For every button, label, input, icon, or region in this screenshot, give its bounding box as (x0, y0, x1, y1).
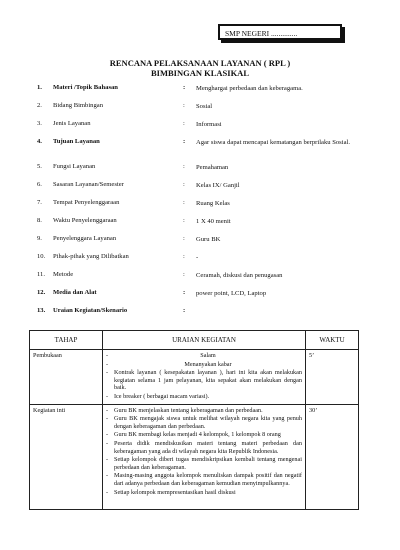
activity-item (106, 472, 302, 487)
activity-text: Peserta didik mendiskusikan materi tentang materi perbedaan dan keberagaman yang ada di wilayah negara kita Republik Indonesia. (114, 439, 302, 455)
info-colon: : (183, 289, 186, 296)
info-label: Metode (53, 271, 74, 278)
tahap-cell: Kegiatan inti (30, 404, 103, 509)
activity-text: Setiap kelompok mempresentasikan hasil diskusi (114, 488, 236, 496)
info-number: 6. (37, 181, 42, 188)
info-value: Kelas IX/ Ganjil (196, 182, 240, 189)
info-label: Pihak-pihak yang Dilibatkan (53, 253, 129, 260)
info-number: 12. (37, 289, 46, 296)
info-label: Jenis Layanan (53, 120, 91, 127)
bullet-dash: - (106, 392, 109, 400)
info-label: Tempat Penyelenggaraan (53, 199, 120, 206)
activity-item (106, 369, 302, 392)
table-row (30, 404, 359, 509)
waktu-cell: 5’ (306, 350, 359, 405)
activity-item (106, 440, 302, 455)
table-header-row (30, 331, 359, 350)
info-value: Agar siswa dapat mencapai kematangan berprilaku Sosial. (196, 139, 350, 146)
activity-text: Menanyakan kabar (184, 360, 232, 368)
info-colon: : (183, 253, 185, 260)
info-value: Guru BK (196, 236, 221, 243)
uraian-cell (103, 350, 306, 405)
activity-item (106, 393, 302, 401)
table-row (30, 350, 359, 405)
info-value: Ruang Kelas (196, 200, 230, 207)
activity-text: Guru BK membagi kelas menjadi 4 kelompok, 1 kelompok 8 orang (114, 431, 281, 439)
info-label: Penyelenggara Layanan (53, 235, 117, 242)
info-label: Uraian Kegiatan/Skenario (53, 307, 128, 314)
info-value: Pemahaman (196, 164, 229, 171)
activity-item (106, 352, 302, 360)
info-number: 8. (37, 217, 42, 224)
activity-table (29, 330, 359, 510)
activity-item (106, 361, 302, 369)
bullet-dash: - (106, 488, 109, 496)
info-number: 13. (37, 307, 46, 314)
info-colon: : (183, 138, 186, 145)
info-value: - (196, 254, 199, 261)
activity-text: Guru BK mengajak siswa untuk melihat wilayah negara kita yang penuh dengan keberagaman dan perbedaan. (114, 415, 302, 430)
bullet-dash: - (106, 472, 109, 480)
header-uraian: URAIAN KEGIATAN (103, 331, 306, 350)
info-label: Fungsi Layanan (53, 163, 96, 170)
info-label: Sasaran Layanan/Semester (53, 181, 124, 188)
bullet-dash: - (106, 431, 109, 439)
bullet-dash: - (106, 456, 109, 464)
info-label: Bidang Bimbingan (53, 102, 104, 109)
info-number: 3. (37, 120, 42, 127)
activity-text: Kontrak layanan ( kesepakatan layanan ), hari ini kita akan melakukan kegiatan selama 1 jam pelayanan, kita sepakat akan melakukan dengan baik. (114, 369, 302, 392)
activity-item (106, 407, 302, 415)
info-number: 9. (37, 235, 42, 242)
info-value: Informasi (196, 121, 222, 128)
info-value: Ceramah, diskusi dan penugasan (196, 272, 283, 279)
info-label: Tujuan Layanan (53, 138, 100, 145)
activity-item (106, 431, 302, 439)
tahap-cell: Pembukaan (30, 350, 103, 405)
activity-text: Masing-masing anggota kelompok menuliskan dampak positif dan negatif dari adanya perbedaan dan keberagaman kemudian menyimpulkannya. (114, 472, 302, 487)
info-colon: : (183, 181, 185, 188)
info-number: 5. (37, 163, 42, 170)
info-value: Sosial (196, 103, 213, 110)
info-label: Waktu Penyelenggaraan (53, 217, 117, 224)
bullet-dash: - (106, 415, 109, 423)
bullet-dash: - (106, 406, 109, 414)
activity-text: Setiap kelompok diberi tugas mendiskripsikan kembali tentang mengenai perbedaan dan keberagaman. (114, 456, 302, 471)
activity-text: Salam (200, 352, 216, 359)
info-number: 7. (37, 199, 42, 206)
info-colon: : (183, 217, 185, 224)
info-colon: : (183, 163, 185, 170)
activity-item (106, 415, 302, 430)
info-colon: : (183, 271, 185, 278)
bullet-dash: - (106, 360, 109, 368)
info-number: 10. (37, 253, 46, 260)
info-colon: : (183, 199, 185, 206)
uraian-cell (103, 404, 306, 509)
info-label: Media dan Alat (53, 289, 97, 296)
info-value: Menghargai perbedaan dan keberagama. (196, 85, 303, 92)
info-colon: : (183, 235, 185, 242)
info-number: 2. (37, 102, 42, 109)
info-colon: : (183, 102, 185, 109)
info-colon: : (183, 84, 186, 91)
document-title: RENCANA PELAKSANAAN LAYANAN ( RPL ) (109, 58, 291, 68)
info-number: 1. (37, 84, 42, 91)
info-value: power point, LCD, Laptop (196, 290, 267, 297)
activity-text: Ice breaker ( berbagai macam variasi). (114, 392, 210, 400)
header-tahap: TAHAP (30, 331, 103, 350)
waktu-cell: 30’ (306, 404, 359, 509)
info-value: 1 X 40 menit (196, 218, 231, 225)
info-label: Materi /Topik Bahasan (53, 84, 118, 91)
document-subtitle: BIMBINGAN KLASIKAL (150, 68, 249, 78)
info-number: 4. (37, 138, 42, 145)
bullet-dash: - (106, 369, 109, 377)
header-waktu: WAKTU (306, 331, 359, 350)
info-colon: : (183, 120, 185, 127)
bullet-dash: - (106, 352, 109, 359)
activity-text: Guru BK menjelaskan tentang keberagaman dan perbedaan. (114, 406, 263, 414)
info-colon: : (183, 307, 186, 314)
activity-item (106, 489, 302, 497)
school-name-box: SMP NEGERI .............. (218, 24, 342, 40)
bullet-dash: - (106, 439, 109, 447)
activity-item (106, 456, 302, 471)
info-number: 11. (37, 271, 45, 278)
